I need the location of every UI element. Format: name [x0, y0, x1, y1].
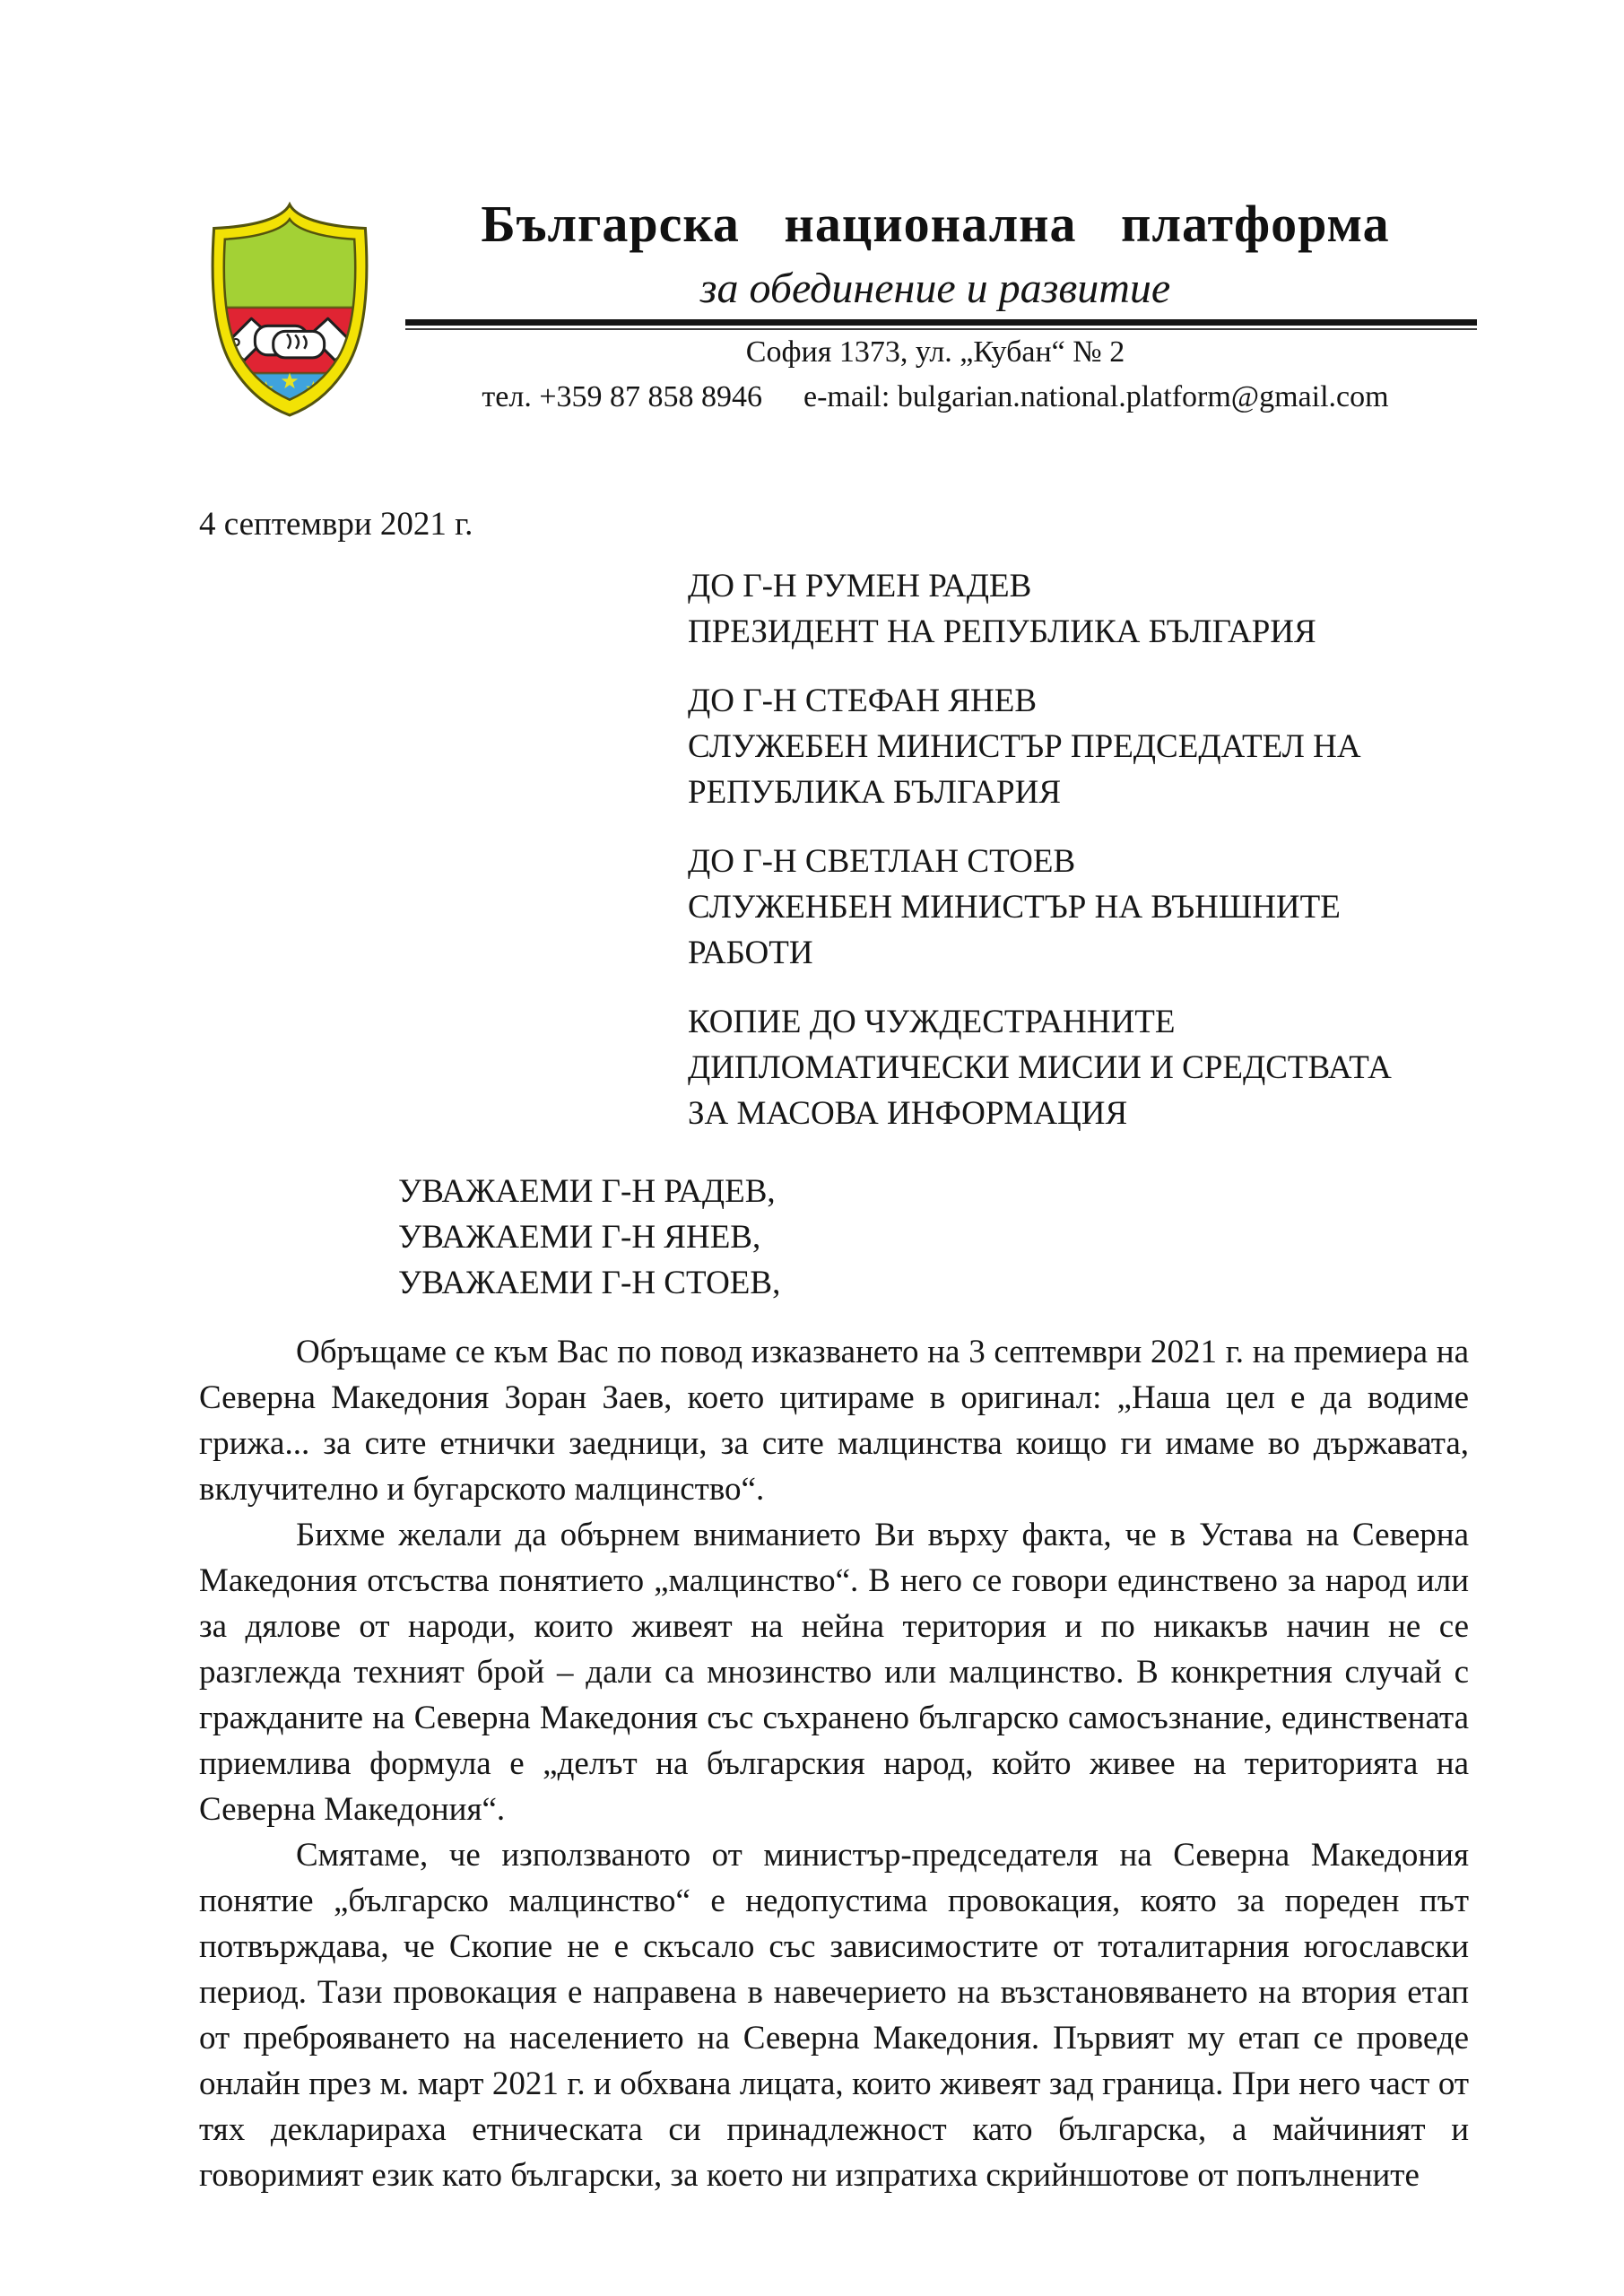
- letter-date: 4 септември 2021 г.: [199, 506, 473, 543]
- letter-paragraph: Смятаме, че използваното от министър-председателя на Северна Македония понятие „българско малцинство“ е недопустима провокация, която за пореден път потвърждава, че Скопие не е скъсало със зависимостите от тоталитарния югославски период. Тази провокация е направена в навечерието на възстановяването на втория етап от преброяването на населението на Северна Македония. Първият му етап се проведе онлайн през м. март 2021 г. и обхвана лицата, които живеят зад граница. При него част от тях декларираха етническата си принадлежност като българска, а майчиният и говоримият език като български, за което ни изпратиха скрийншотове от попълнените: [199, 1837, 1469, 2194]
- recipient-line: ДИПЛОМАТИЧЕСКИ МИСИИ И СРЕДСТВАТА: [688, 1049, 1392, 1086]
- salutations-block: [398, 1169, 1205, 1306]
- recipient-group: [688, 678, 1567, 815]
- recipient-line: РЕПУБЛИКА БЪЛГАРИЯ: [688, 774, 1061, 811]
- org-email: e-mail: bulgarian.national.platform@gmail.com: [803, 380, 1389, 413]
- salutation-line: УВАЖАЕМИ Г-Н РАДЕВ,: [398, 1173, 776, 1210]
- organization-crest-logo: [198, 200, 381, 419]
- recipient-group: [688, 999, 1567, 1136]
- handshake-icon: [226, 318, 353, 361]
- salutation-line: УВАЖАЕМИ Г-Н СТОЕВ,: [398, 1265, 781, 1301]
- recipient-line: КОПИЕ ДО ЧУЖДЕСТРАННИТЕ: [688, 1004, 1176, 1040]
- recipient-line: РАБОТИ: [688, 935, 813, 971]
- recipient-line: ДО Г-Н РУМЕН РАДЕВ: [688, 568, 1032, 604]
- recipient-line: ПРЕЗИДЕНТ НА РЕПУБЛИКА БЪЛГАРИЯ: [688, 613, 1316, 650]
- letter-body: [199, 1329, 1469, 2198]
- shield-field: [217, 213, 363, 410]
- header-divider: [405, 319, 1477, 330]
- recipient-line: ДО Г-Н СВЕТЛАН СТОЕВ: [688, 843, 1076, 880]
- recipients-block: [688, 563, 1567, 1160]
- org-address: София 1373, ул. „Кубан“ № 2: [745, 335, 1125, 369]
- recipient-line: СЛУЖЕНБЕН МИНИСТЪР НА ВЪНШНИТЕ: [688, 889, 1341, 926]
- recipient-group: [688, 839, 1567, 976]
- letter-paragraph: Обръщаме се към Вас по повод изказването на 3 септември 2021 г. на премиера на Северна Македония Зоран Заев, което цитираме в оригинал: „Наша цел е да водиме грижа... за сите етнички заедници, за сите малцинства коищо ги имаме во държавата, вклучително и бугарското малцинство“.: [199, 1334, 1469, 1508]
- org-tagline: за обединение и развитие: [699, 265, 1171, 312]
- org-contacts-row: [393, 380, 1478, 414]
- recipient-line: СЛУЖЕБЕН МИНИСТЪР ПРЕДСЕДАТЕЛ НА: [688, 728, 1361, 765]
- recipient-group: [688, 563, 1567, 655]
- letter-paragraph: Бихме желали да обърнем вниманието Ви върху факта, че в Устава на Северна Македония отсъства понятието „малцинство“. В него се говори единствено за народ или за дялове от народи, които живеят на нейна територия и по никакъв начин не се разглежда техният брой – дали са мнозинство или малцинство. В конкретния случай с гражданите на Северна Македония със съхранено българско самосъзнание, единствената приемлива формула е „делът на българския народ, който живее на територията на Северна Македония“.: [199, 1517, 1469, 1828]
- org-phone: тел. +359 87 858 8946: [482, 380, 763, 413]
- salutation-line: УВАЖАЕМИ Г-Н ЯНЕВ,: [398, 1219, 761, 1256]
- recipient-line: ЗА МАСОВА ИНФОРМАЦИЯ: [688, 1095, 1128, 1132]
- recipient-line: ДО Г-Н СТЕФАН ЯНЕВ: [688, 683, 1038, 719]
- org-name-title: Българска национална платформа: [481, 195, 1390, 253]
